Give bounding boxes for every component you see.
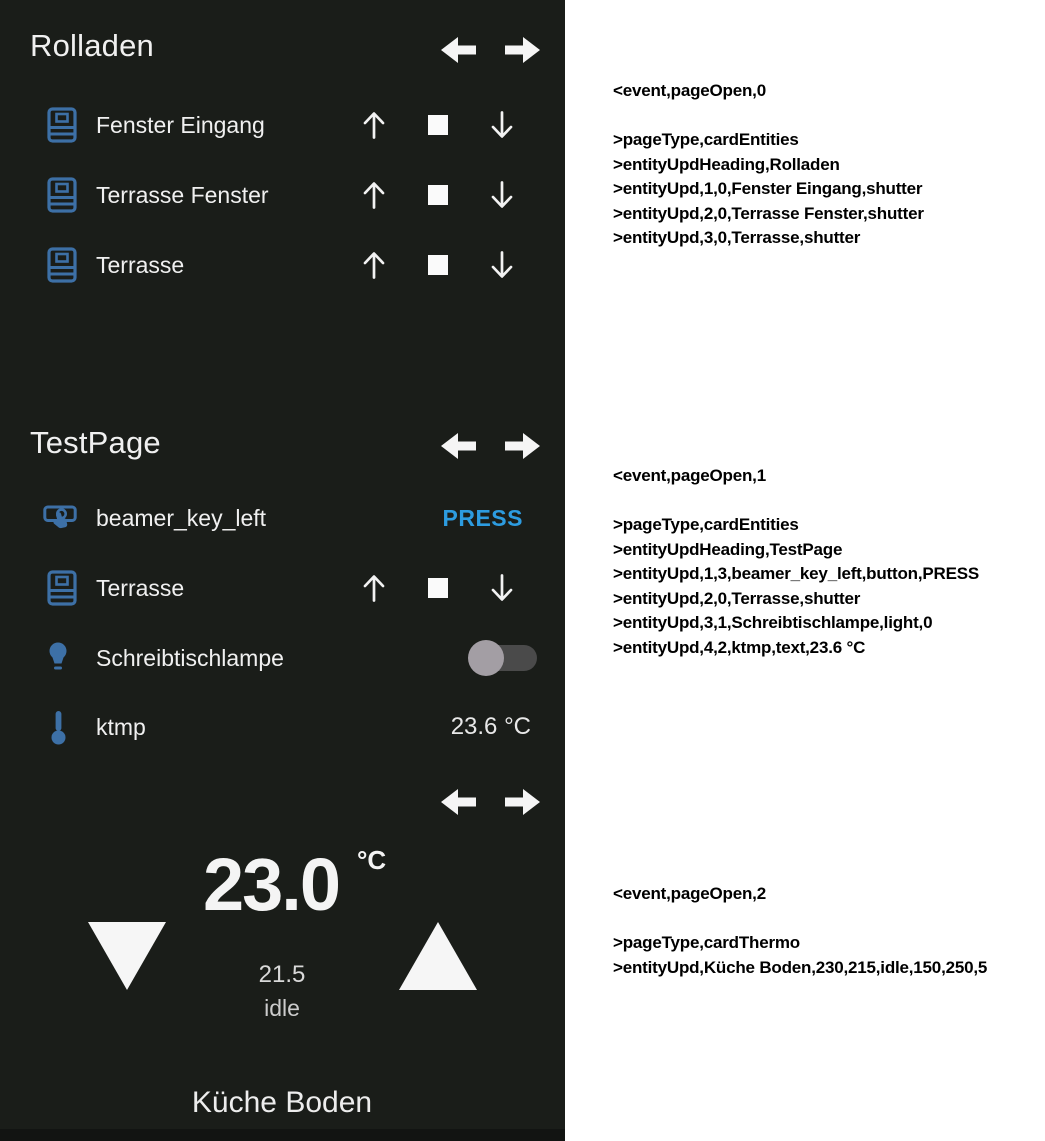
serial-line: >entityUpd,3,1,Schreibtischlampe,light,0 xyxy=(613,613,933,632)
screenshot-bottom-edge xyxy=(0,1129,565,1141)
entity-row xyxy=(0,95,565,155)
shutter-stop-button[interactable] xyxy=(428,115,448,135)
serial-line: >pageType,cardEntities xyxy=(613,515,799,534)
serial-log-block-1 xyxy=(613,79,924,251)
stop-square-icon xyxy=(428,115,448,135)
stop-square-icon xyxy=(428,255,448,275)
shutter-down-button[interactable] xyxy=(489,110,515,140)
serial-line: >entityUpd,Küche Boden,230,215,idle,150,250,5 xyxy=(613,957,988,977)
page-prev-button[interactable] xyxy=(440,431,476,461)
arrow-right-icon xyxy=(505,805,541,820)
hvac-state: idle xyxy=(264,995,300,1021)
thermostat-title: Küche Boden xyxy=(191,1086,373,1119)
shutter-down-button[interactable] xyxy=(489,250,515,280)
entity-row xyxy=(0,488,565,548)
serial-line: >entityUpd,2,0,Terrasse,shutter xyxy=(613,588,861,608)
serial-line: >entityUpdHeading,TestPage xyxy=(613,539,843,559)
shutter-down-button[interactable] xyxy=(489,573,515,603)
page-title: TestPage xyxy=(30,425,161,460)
serial-line: >entityUpd,4,2,ktmp,text,23.6 °C xyxy=(613,637,866,657)
window-shutter-icon xyxy=(47,247,77,288)
card-entities-rolladen xyxy=(0,0,565,410)
page-prev-button[interactable] xyxy=(440,787,476,817)
arrow-left-icon xyxy=(440,53,476,68)
shutter-stop-button[interactable] xyxy=(428,185,448,205)
arrow-left-icon xyxy=(440,449,476,464)
entity-label: ktmp xyxy=(96,714,146,740)
entity-label: Terrasse xyxy=(96,575,185,601)
press-button[interactable]: PRESS xyxy=(443,488,523,548)
shutter-up-button[interactable] xyxy=(361,180,387,210)
stop-square-icon xyxy=(428,185,448,205)
arrow-right-icon xyxy=(505,53,541,68)
shutter-up-button[interactable] xyxy=(361,110,387,140)
serial-line: <event,pageOpen,1 xyxy=(613,466,766,485)
lightbulb-icon xyxy=(48,642,68,679)
page-prev-button[interactable] xyxy=(440,35,476,65)
window-shutter-icon xyxy=(47,107,77,148)
shutter-up-button[interactable] xyxy=(361,573,387,603)
serial-log-block-3 xyxy=(613,882,987,980)
serial-line: >entityUpd,2,0,Terrasse Fenster,shutter xyxy=(613,203,924,223)
gesture-tap-button-icon xyxy=(43,504,77,543)
serial-log-block-2 xyxy=(613,464,979,660)
entity-label: Schreibtischlampe xyxy=(96,645,284,671)
serial-line: >pageType,cardEntities xyxy=(613,130,799,149)
sensor-value: 23.6 °C xyxy=(450,713,531,740)
shutter-up-button[interactable] xyxy=(361,250,387,280)
serial-line: >entityUpdHeading,Rolladen xyxy=(613,154,840,174)
page-next-button[interactable] xyxy=(505,431,541,461)
entity-row xyxy=(0,235,565,295)
entity-row xyxy=(0,697,565,757)
serial-line: >pageType,cardThermo xyxy=(613,933,800,952)
blank-line xyxy=(613,907,987,932)
stop-square-icon xyxy=(428,578,448,598)
page-next-button[interactable] xyxy=(505,35,541,65)
entity-label: Terrasse xyxy=(96,252,185,278)
window-shutter-icon xyxy=(47,177,77,218)
entity-label: beamer_key_left xyxy=(96,505,267,531)
target-temperature: 21.5 xyxy=(258,961,306,988)
blank-line xyxy=(613,489,979,514)
serial-line: >entityUpd,1,0,Fenster Eingang,shutter xyxy=(613,179,923,198)
entity-row xyxy=(0,558,565,618)
shutter-down-button[interactable] xyxy=(489,180,515,210)
arrow-right-icon xyxy=(505,449,541,464)
shutter-stop-button[interactable] xyxy=(428,578,448,598)
entity-row xyxy=(0,165,565,225)
entity-row xyxy=(0,628,565,688)
serial-line: <event,pageOpen,2 xyxy=(613,884,766,903)
toggle-knob xyxy=(468,640,504,676)
arrow-left-icon xyxy=(440,805,476,820)
thermometer-icon xyxy=(51,710,66,751)
page-next-button[interactable] xyxy=(505,787,541,817)
shutter-stop-button[interactable] xyxy=(428,255,448,275)
entity-label: Terrasse Fenster xyxy=(96,182,269,208)
window-shutter-icon xyxy=(47,570,77,611)
serial-line: <event,pageOpen,0 xyxy=(613,81,766,100)
entity-label: Fenster Eingang xyxy=(96,112,265,138)
temperature-unit: °C xyxy=(357,845,387,875)
serial-line: >entityUpd,1,3,beamer_key_left,button,PRESS xyxy=(613,564,979,583)
light-toggle[interactable] xyxy=(468,640,538,676)
serial-line: >entityUpd,3,0,Terrasse,shutter xyxy=(613,228,861,247)
current-temperature: 23.0 xyxy=(203,843,340,926)
page-title: Rolladen xyxy=(30,28,154,63)
blank-line xyxy=(613,104,924,129)
